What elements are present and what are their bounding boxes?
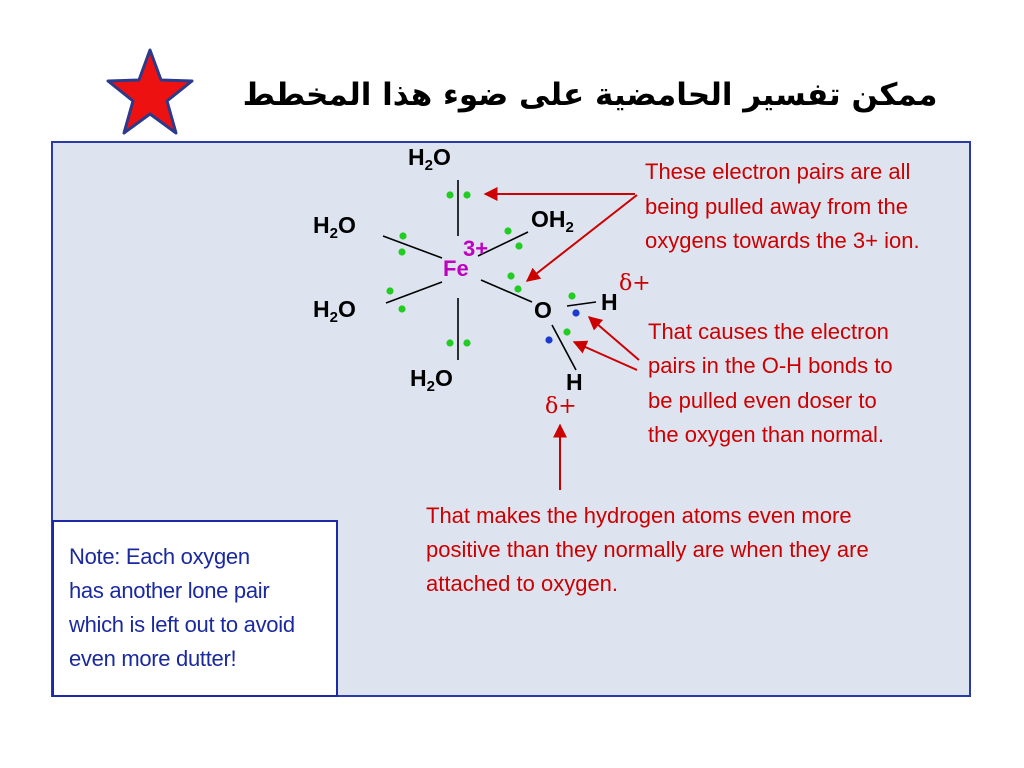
bond-lower-left: [386, 282, 442, 303]
note-box: [52, 520, 338, 697]
bond-upper-left: [383, 236, 442, 258]
annotation-arrows: [485, 194, 639, 490]
hydrogen-bottom: H: [566, 369, 583, 395]
oxygen-atom: O: [534, 297, 552, 323]
slide-title: ممكن تفسير الحامضية على ضوء هذا المخطط: [242, 77, 938, 113]
arrow-to-oh-right: [589, 317, 639, 360]
hydrogen-right: H: [601, 289, 618, 315]
bond-o-h-right: [567, 302, 596, 306]
note-line: which is left out to avoid: [69, 612, 295, 637]
note-line: has another lone pair: [69, 578, 270, 603]
arrow-to-oh-bottom: [574, 342, 637, 370]
ligand-h2o-upper-left: $H_2O$: [313, 212, 356, 242]
ligand-oh2-upper-right: $OH_2$: [531, 206, 574, 236]
annotation-oh-bonds: That causes the electron pairs in the O-H bonds to be pulled even doser to the oxygen than normal.: [648, 319, 893, 447]
annotation-pairs-pulled: These electron pairs are all being pulled away from the oxygens towards the 3+ ion.: [645, 159, 920, 253]
note-line: even more dutter!: [69, 646, 237, 671]
delta-plus-bottom: δ+: [545, 394, 577, 419]
ligand-h2o-top: $H_2O$: [408, 144, 451, 174]
delta-plus-right: δ+: [619, 271, 651, 296]
iron-symbol: Fe: [443, 256, 469, 281]
ligand-h2o-lower-left: $H_2O$: [313, 296, 356, 326]
ligand-h2o-bottom: $H_2O$: [410, 365, 453, 395]
annotation-hydrogen-positive: That makes the hydrogen atoms even more positive than they normally are when they are attached to oxygen.: [426, 503, 869, 596]
bond-fe-o: [481, 280, 532, 302]
note-line: Note: Each oxygen: [69, 544, 250, 569]
iron-charge: 3+: [463, 236, 489, 261]
